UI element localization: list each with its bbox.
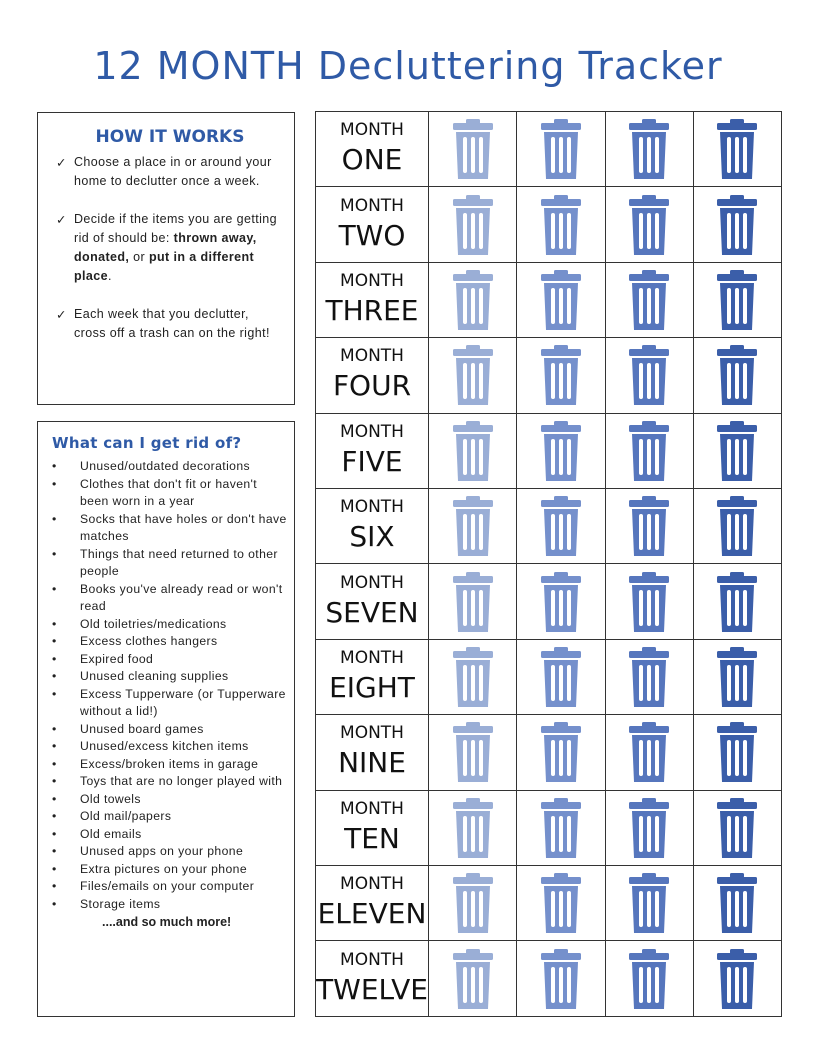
week-2-cell[interactable] (517, 639, 605, 714)
rid-list (52, 458, 288, 913)
trash-can-icon[interactable] (606, 798, 693, 858)
bullet-icon: • (52, 616, 57, 631)
trash-can-icon[interactable] (517, 647, 604, 707)
trash-can-icon[interactable] (694, 421, 781, 481)
week-3-cell[interactable] (605, 187, 693, 262)
month-label (316, 262, 429, 337)
list-item (52, 616, 288, 634)
step-3-text: Each week that you declutter, cross off a trash can on the right! (74, 307, 270, 340)
week-3-cell[interactable] (605, 564, 693, 639)
week-3-cell[interactable] (605, 715, 693, 790)
month-tracker-grid (315, 111, 782, 1017)
week-1-cell[interactable] (429, 564, 517, 639)
bullet-icon: • (52, 861, 57, 876)
month-word: MONTH (340, 949, 404, 970)
week-1-cell[interactable] (429, 790, 517, 865)
week-1-cell[interactable] (429, 338, 517, 413)
week-1-cell[interactable] (429, 262, 517, 337)
month-row (316, 790, 782, 865)
week-3-cell[interactable] (605, 489, 693, 564)
bullet-icon: • (52, 476, 57, 491)
month-number: TEN (344, 821, 400, 855)
month-row (316, 187, 782, 262)
week-1-cell[interactable] (429, 413, 517, 488)
month-number: TWELVE (316, 972, 428, 1006)
week-3-cell[interactable] (605, 866, 693, 941)
trash-can-icon[interactable] (429, 270, 516, 330)
bullet-icon: • (52, 669, 57, 683)
trash-can-icon[interactable] (694, 798, 781, 858)
bullet-icon: • (52, 809, 57, 823)
trash-can-icon[interactable] (694, 195, 781, 255)
list-item-text: Unused apps on your phone (80, 844, 244, 858)
step-3 (56, 305, 284, 343)
trash-can-icon[interactable] (429, 572, 516, 632)
week-3-cell[interactable] (605, 639, 693, 714)
month-word: MONTH (340, 271, 404, 292)
trash-can-icon[interactable] (694, 949, 781, 1009)
week-3-cell[interactable] (605, 413, 693, 488)
trash-can-icon[interactable] (429, 647, 516, 707)
bullet-icon: • (52, 826, 57, 841)
bullet-icon: • (52, 581, 57, 596)
month-number: ELEVEN (317, 897, 427, 931)
week-4-cell[interactable] (693, 338, 781, 413)
list-item-text: Old emails (80, 826, 142, 841)
step-1 (56, 153, 284, 191)
bullet-icon: • (52, 721, 57, 736)
list-item-text: Files/emails on your computer (80, 879, 255, 893)
trash-can-icon[interactable] (517, 722, 604, 782)
week-4-cell[interactable] (693, 187, 781, 262)
trash-can-icon[interactable] (517, 572, 604, 632)
list-item (52, 476, 288, 511)
month-word: MONTH (340, 874, 404, 895)
list-item (52, 843, 288, 861)
month-row (316, 338, 782, 413)
trash-can-icon[interactable] (517, 270, 604, 330)
month-label (316, 715, 429, 790)
list-item (52, 896, 288, 914)
trash-can-icon[interactable] (517, 798, 604, 858)
week-4-cell[interactable] (693, 489, 781, 564)
list-item (52, 721, 288, 739)
trash-can-icon[interactable] (606, 572, 693, 632)
month-label (316, 790, 429, 865)
week-2-cell[interactable] (517, 187, 605, 262)
list-item (52, 686, 288, 721)
list-item-text: Clothes that don't fit or haven't been worn in a year (80, 476, 258, 508)
list-item (52, 756, 288, 774)
month-label (316, 112, 429, 187)
list-item (52, 511, 288, 546)
bullet-icon: • (52, 651, 57, 666)
list-item (52, 581, 288, 616)
list-item-text: Excess Tupperware (or Tupperware without a lid!) (80, 686, 286, 718)
month-label (316, 866, 429, 941)
list-item (52, 668, 288, 686)
week-2-cell[interactable] (517, 715, 605, 790)
list-item (52, 546, 288, 581)
list-item-text: Old mail/papers (80, 809, 172, 823)
week-3-cell[interactable] (605, 941, 693, 1017)
week-3-cell[interactable] (605, 338, 693, 413)
trash-can-icon[interactable] (694, 270, 781, 330)
month-number: SEVEN (325, 595, 419, 629)
list-item-text: Old toiletries/medications (80, 616, 227, 631)
trash-can-icon[interactable] (694, 873, 781, 933)
month-row (316, 112, 782, 187)
what-can-i-get-rid-of-panel (37, 421, 295, 1017)
month-word: MONTH (340, 497, 404, 518)
week-1-cell[interactable] (429, 112, 517, 187)
step-1-text: Choose a place in or around your home to declutter once a week. (74, 155, 272, 188)
month-label (316, 941, 429, 1017)
week-4-cell[interactable] (693, 866, 781, 941)
month-label (316, 564, 429, 639)
trash-can-icon[interactable] (517, 195, 604, 255)
month-label (316, 187, 429, 262)
how-it-works-panel (37, 112, 295, 405)
trash-can-icon[interactable] (517, 421, 604, 481)
trash-can-icon[interactable] (429, 496, 516, 556)
trash-can-icon[interactable] (694, 722, 781, 782)
trash-can-icon[interactable] (429, 722, 516, 782)
trash-can-icon[interactable] (694, 572, 781, 632)
bullet-icon: • (52, 896, 57, 911)
month-number: NINE (338, 746, 406, 780)
trash-can-icon[interactable] (429, 873, 516, 933)
trash-can-icon[interactable] (606, 421, 693, 481)
week-1-cell[interactable] (429, 941, 517, 1017)
week-4-cell[interactable] (693, 413, 781, 488)
week-2-cell[interactable] (517, 262, 605, 337)
week-4-cell[interactable] (693, 564, 781, 639)
list-item-text: Expired food (80, 651, 154, 666)
month-row (316, 941, 782, 1017)
trash-can-icon[interactable] (517, 496, 604, 556)
month-row (316, 715, 782, 790)
week-1-cell[interactable] (429, 489, 517, 564)
month-label (316, 338, 429, 413)
month-row (316, 639, 782, 714)
month-word: MONTH (340, 195, 404, 216)
list-item (52, 633, 288, 651)
trash-can-icon[interactable] (429, 195, 516, 255)
week-2-cell[interactable] (517, 866, 605, 941)
month-word: MONTH (340, 572, 404, 593)
bullet-icon: • (52, 686, 57, 701)
month-label (316, 489, 429, 564)
week-4-cell[interactable] (693, 262, 781, 337)
month-word: MONTH (340, 421, 404, 442)
week-1-cell[interactable] (429, 187, 517, 262)
bullet-icon: • (52, 879, 57, 893)
week-3-cell[interactable] (605, 790, 693, 865)
checkmark-icon: ✓ (56, 155, 67, 170)
trash-can-icon[interactable] (429, 421, 516, 481)
step-2-text: Decide if the items you are getting rid of should be: thrown away, donated, or put in a different place. (74, 212, 277, 283)
list-item (52, 878, 288, 896)
list-item (52, 861, 288, 879)
month-number: THREE (325, 294, 419, 328)
list-item-text: Excess/broken items in garage (80, 756, 259, 771)
list-item (52, 651, 288, 669)
month-label (316, 639, 429, 714)
trash-can-icon[interactable] (606, 270, 693, 330)
trash-can-icon[interactable] (606, 119, 693, 179)
trash-can-icon[interactable] (694, 345, 781, 405)
week-2-cell[interactable] (517, 112, 605, 187)
month-row (316, 564, 782, 639)
month-number: ONE (341, 143, 403, 177)
step-2 (56, 210, 284, 286)
checkmark-icon: ✓ (56, 212, 67, 227)
trash-can-icon[interactable] (606, 873, 693, 933)
bullet-icon: • (52, 546, 57, 561)
month-word: MONTH (340, 648, 404, 669)
month-row (316, 262, 782, 337)
list-item-text: Unused cleaning supplies (80, 669, 229, 683)
bullet-icon: • (52, 774, 57, 788)
trash-can-icon[interactable] (606, 345, 693, 405)
list-item (52, 826, 288, 844)
trash-can-icon[interactable] (517, 949, 604, 1009)
list-item-text: Socks that have holes or don't have matches (80, 511, 287, 543)
bullet-icon: • (52, 511, 57, 526)
week-4-cell[interactable] (693, 639, 781, 714)
week-1-cell[interactable] (429, 715, 517, 790)
week-1-cell[interactable] (429, 639, 517, 714)
week-3-cell[interactable] (605, 262, 693, 337)
week-1-cell[interactable] (429, 866, 517, 941)
month-word: MONTH (340, 798, 404, 819)
trash-can-icon[interactable] (606, 949, 693, 1009)
bullet-icon: • (52, 739, 57, 753)
week-2-cell[interactable] (517, 941, 605, 1017)
list-item-text: Unused board games (80, 721, 204, 736)
month-word: MONTH (340, 723, 404, 744)
list-item (52, 808, 288, 826)
month-row (316, 866, 782, 941)
how-it-works-title: HOW IT WORKS (95, 127, 245, 147)
list-item (52, 791, 288, 809)
month-row (316, 413, 782, 488)
list-item-text: Things that need returned to other people (80, 546, 278, 578)
month-number: TWO (338, 218, 406, 252)
trash-can-icon[interactable] (694, 496, 781, 556)
bullet-icon: • (52, 791, 57, 806)
trash-can-icon[interactable] (606, 195, 693, 255)
trash-can-icon[interactable] (429, 798, 516, 858)
month-number: FIVE (341, 444, 403, 478)
month-number: SIX (349, 520, 395, 554)
week-2-cell[interactable] (517, 338, 605, 413)
list-item-text: Toys that are no longer played with (80, 774, 283, 788)
checkmark-icon: ✓ (56, 307, 67, 322)
week-4-cell[interactable] (693, 941, 781, 1017)
list-item (52, 773, 288, 791)
month-word: MONTH (340, 120, 404, 141)
list-item-text: Storage items (80, 896, 161, 911)
bullet-icon: • (52, 756, 57, 771)
month-label (316, 413, 429, 488)
trash-can-icon[interactable] (606, 647, 693, 707)
trash-can-icon[interactable] (606, 496, 693, 556)
list-item (52, 738, 288, 756)
list-item-text: Excess clothes hangers (80, 634, 218, 648)
trash-can-icon[interactable] (517, 873, 604, 933)
bullet-icon: • (52, 634, 57, 648)
trash-can-icon[interactable] (694, 647, 781, 707)
list-item (52, 458, 288, 476)
month-number: EIGHT (329, 671, 415, 705)
trash-can-icon[interactable] (429, 345, 516, 405)
list-item-text: Books you've already read or won't read (80, 581, 283, 613)
and-so-much-more: ....and so much more! (102, 915, 232, 929)
trash-can-icon[interactable] (517, 119, 604, 179)
list-item-text: Unused/excess kitchen items (80, 739, 249, 753)
list-item-text: Old towels (80, 791, 141, 806)
week-4-cell[interactable] (693, 112, 781, 187)
trash-can-icon[interactable] (429, 119, 516, 179)
what-can-title: What can I get rid of? (52, 434, 242, 452)
week-4-cell[interactable] (693, 715, 781, 790)
week-4-cell[interactable] (693, 790, 781, 865)
trash-can-icon[interactable] (606, 722, 693, 782)
bullet-icon: • (52, 844, 57, 858)
list-item-text: Extra pictures on your phone (80, 861, 248, 876)
trash-can-icon[interactable] (694, 119, 781, 179)
week-2-cell[interactable] (517, 413, 605, 488)
month-number: FOUR (332, 369, 412, 403)
bullet-icon: • (52, 459, 57, 473)
month-row (316, 489, 782, 564)
month-word: MONTH (340, 346, 404, 367)
page-title: 12 MONTH Decluttering Tracker (93, 44, 723, 88)
week-2-cell[interactable] (517, 564, 605, 639)
week-3-cell[interactable] (605, 112, 693, 187)
week-2-cell[interactable] (517, 489, 605, 564)
list-item-text: Unused/outdated decorations (80, 459, 251, 473)
trash-can-icon[interactable] (517, 345, 604, 405)
trash-can-icon[interactable] (429, 949, 516, 1009)
week-2-cell[interactable] (517, 790, 605, 865)
